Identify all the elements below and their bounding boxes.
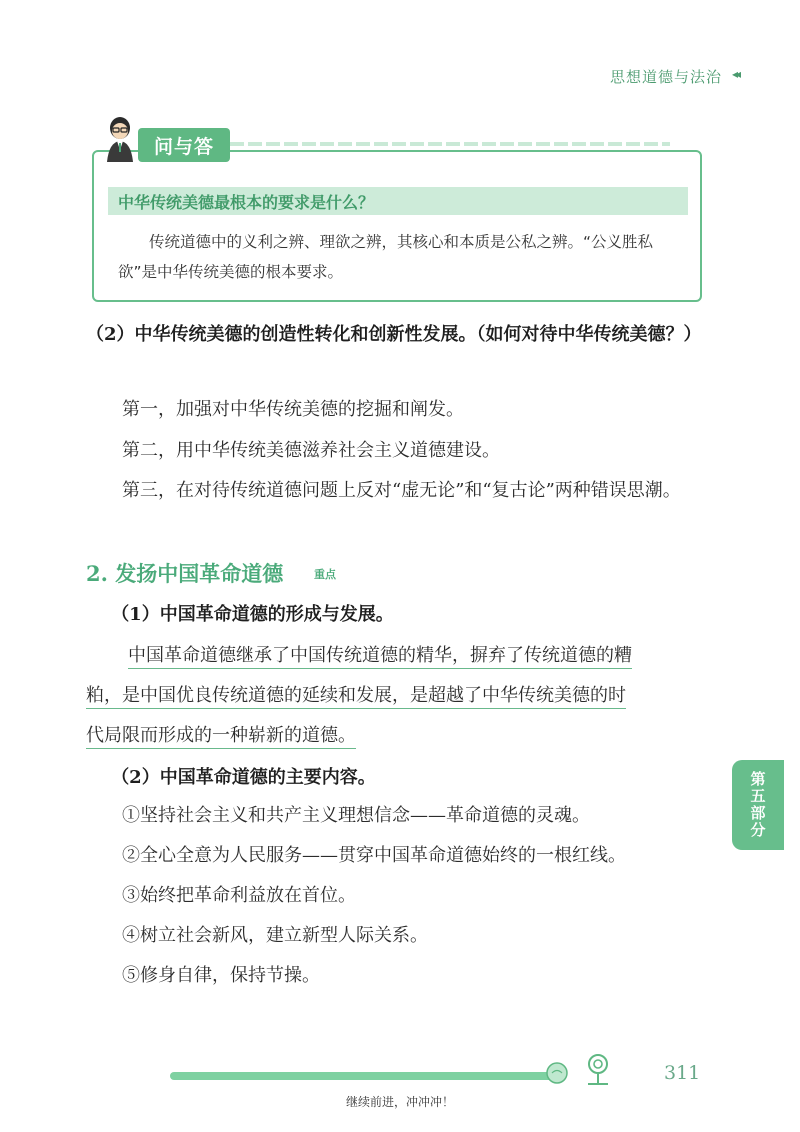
part-side-tab bbox=[732, 760, 784, 850]
swirl-icon bbox=[584, 1052, 612, 1086]
chapter-title: 思想道德与法治 bbox=[609, 68, 722, 86]
underlined-text: 代局限而形成的一种崭新的道德。 bbox=[86, 725, 356, 749]
double-arrow-icon: ◂◂ bbox=[731, 67, 738, 81]
qa-tab-stripe bbox=[230, 142, 670, 146]
ball-icon bbox=[546, 1062, 568, 1084]
teacher-avatar-icon bbox=[103, 116, 137, 164]
underlined-line bbox=[86, 718, 702, 754]
underlined-text: 中国革命道德继承了中国传统道德的精华，摒弃了传统道德的糟 bbox=[128, 645, 632, 669]
progress-bar bbox=[170, 1072, 560, 1080]
section-title: 2. 发扬中国革命道德 bbox=[86, 561, 284, 586]
underlined-line bbox=[128, 638, 708, 674]
part-side-tab-label: 第五部分 bbox=[750, 770, 766, 839]
key-point-badge: 重点 bbox=[314, 568, 336, 581]
footer-slogan: 继续前进，冲冲冲！ bbox=[345, 1095, 454, 1109]
list-item: ⑤修身自律，保持节操。 bbox=[122, 965, 320, 986]
qa-question: 中华传统美德最根本的要求是什么？ bbox=[118, 193, 375, 212]
qa-tab-label: 问与答 bbox=[138, 128, 230, 162]
list-item: 第二，用中华传统美德滋养社会主义道德建设。 bbox=[122, 440, 500, 461]
list-item: 第一，加强对中华传统美德的挖掘和阐发。 bbox=[122, 399, 464, 420]
underlined-line bbox=[86, 678, 702, 714]
qa-answer: 传统道德中的义利之辨、理欲之辨，其核心和本质是公私之辨。“公义胜私欲”是中华传统美德的根本要求。 bbox=[118, 233, 654, 281]
list-item: ②全心全意为人民服务——贯穿中国革命道德始终的一根红线。 bbox=[122, 845, 626, 866]
subheading-transformation: （2）中华传统美德的创造性转化和创新性发展。（如何对待中华传统美德？） bbox=[86, 324, 702, 345]
list-item: ①坚持社会主义和共产主义理想信念——革命道德的灵魂。 bbox=[122, 805, 590, 826]
subheading-content: （2）中国革命道德的主要内容。 bbox=[111, 767, 376, 788]
page-number: 311 bbox=[664, 1062, 701, 1084]
list-item: ③始终把革命利益放在首位。 bbox=[122, 885, 356, 906]
underlined-text: 粕，是中国优良传统道德的延续和发展，是超越了中华传统美德的时 bbox=[86, 685, 626, 709]
subheading-formation: （1）中国革命道德的形成与发展。 bbox=[111, 604, 394, 625]
list-item: ④树立社会新风，建立新型人际关系。 bbox=[122, 925, 428, 946]
list-item: 第三，在对待传统道德问题上反对“虚无论”和“复古论”两种错误思潮。 bbox=[122, 480, 681, 501]
